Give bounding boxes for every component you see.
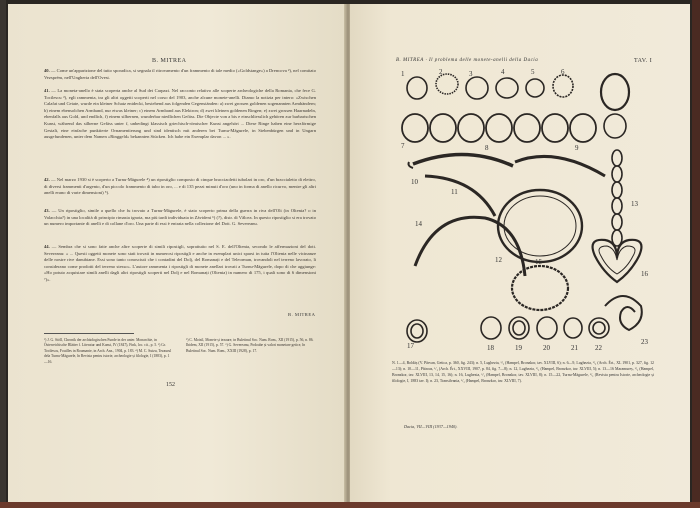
paragraph-number: 42. [44,177,50,182]
paragraph-42 [44,177,316,197]
ring-2 [436,74,458,94]
svg-text:1: 1 [401,70,405,78]
paragraph-text: — Sembra che si sono fatte anche altre scoperte di simili ripostigli, soprattutto nel S. E. dell'Oltenia, secondo le affermazioni del dott. Severeanu: « ... Questi oggetti monete sono stati trovati in numerosi ripostigli e anche in esemplari unici sparsi in tutta l'Oltenia nelle vicinanze delle nostre rive danubiane. Essi sono tanto conosciuti che i contadini del Dolj, del Romanați e del Teleorman, trovandoli nel terreno lavorato, li considerano come prodotti del terreno stesso». L'autore rammenta i ripostigli di monete anellari trovati a Turnu-Măgurele, dopo di che aggiunge: «Ho potuto acquistare simili anelli dagli altri ripostigli scoperti nel Dolj e nel Romanați (Oltenia) in numero di 175, i quali sono di 6 dimensioni ⁷)». [44,244,317,282]
ring-3 [466,77,488,99]
torque-bracelet-10 [413,154,513,166]
paragraph-text: — Un ripostiglio, simile a quello che fu trovato a Turnu-Măgurele, è stato scoperto prima della guerra in riva dell'Olt (in Oltenia? o in Valacchia?) in una località di principio rimasta ignota, ma più tardi individuata in Zăvideni ⁶) (?), distr. di Vâlcea. In questo ripostiglio si era trovato un numero importante di anelli e di collane d'oro. Una parte di essi è entrata nella collezione del Dott. G. Severeanu. [44,208,317,227]
paragraph-text: — Nel marzo 1930 si è scoperto a Turnu-Măgurele ⁴) un ripostiglio composto di cinque bracciaoletti tubolari in oro, d'un braccialetto di elettro, di diversi frammenti d'argento, d'un piccolo frammento di tubo in oro, ... e di 135 pezzi minuti d'oro (uno in forma di anello ricurvo, mentre gli altri anelli erano di varie dimensioni) ⁵). [44,177,316,196]
svg-text:22: 22 [595,344,602,352]
spiral-rings [407,317,609,342]
svg-text:19: 19 [515,344,522,352]
svg-text:14: 14 [415,220,422,228]
svg-text:20: 20 [543,344,550,352]
ring-6 [553,75,573,97]
svg-text:7: 7 [401,142,405,150]
svg-text:15: 15 [535,258,542,266]
svg-text:3: 3 [469,70,473,78]
svg-text:23: 23 [641,338,648,346]
ring-1 [407,77,427,99]
plate-caption: N. 1—4, Boldăș (V. Pârvan, Getica, p. 360, fig. 243); n. 5, Lughezia, ¹/₁ (Hampel, Bronzkor, tav. XLVIII, 6); n. 6—9, Lughezia, ¹/₁ (Arch. Ért., XL 1901, p. 327, fig. 12—13); n. 10—11, Pâtroas, ¹/₁ (Arch. Ért., XXVIII, 1907, p. 84, fig. 7—8); n. 12, Lughezia, ¹/₁ (Hampel, Bronzkor, tav. XLVIII, 5); n. 13—16 Maramureș, ¹/₁ (Hampel, Bronzkor, tav. XLVIII, 13, 14, 15, 16); n. 16, Lughezia, ¹/₁ (Hampel, Bronzkor, tav. XLVIII, 8); n. 15—22, Turnu-Măgurele, ¹/₁ (Revista pentru Istorie, archeologie și filologie, I, 1883 tav. I); n. 23, Transilvania, ¹/₁ (Hampel, Bronzkor, tav. XLVIII, 7). [392,361,654,384]
torque-bracelet-large [515,156,605,176]
svg-text:4: 4 [501,68,505,76]
page-number: 152 [166,382,175,388]
ring-15 [512,266,568,310]
svg-text:5: 5 [531,68,535,76]
ring-5 [526,79,544,97]
paragraph-number: 44. [44,244,50,249]
jewelry-plate-illustration [395,66,655,356]
heart-ring-cluster [605,296,642,330]
svg-text:6: 6 [561,68,565,76]
left-page-header: B. MITREA [152,58,187,64]
svg-text:17: 17 [407,342,414,350]
paragraph-number: 43. [44,208,50,213]
svg-text:8: 8 [485,144,489,152]
author-signature: B. MITREA [288,312,316,317]
footnote-rule [44,333,134,334]
svg-text:12: 12 [495,256,502,264]
open-bracelet-11 [425,176,495,216]
paragraph-text: — Come un'apparizione del tutto sporadica, si segnala il ritrovamento d'un frammento di tale medio («Goldstange») a Drencova ²), nel comitato Vezsprém, nell'Ungheria dell'Ovest. [44,68,316,80]
figure-number-labels [401,68,649,352]
svg-text:9: 9 [575,144,579,152]
plate-label: TAV. I [634,58,653,64]
svg-text:13: 13 [631,200,638,208]
background-left-edge [0,0,6,508]
paragraph-41 [44,88,316,141]
background-bottom-edge [0,502,700,508]
hanging-chain [612,150,622,246]
svg-text:21: 21 [571,344,578,352]
source-line: Dacia, VII—VIII (1937—1940). [404,424,458,429]
paragraph-number: 40. [44,68,50,73]
ring-right [604,114,626,138]
open-ring-14 [415,217,525,276]
paragraph-number: 41. [44,88,50,93]
chain-of-rings [402,114,596,142]
svg-text:16: 16 [641,270,648,278]
svg-text:2: 2 [439,68,443,76]
large-ring-12 [498,190,582,262]
paragraph-43 [44,208,316,228]
svg-text:10: 10 [411,178,418,186]
svg-text:18: 18 [487,344,494,352]
right-page-header: B. MITREA · Il problema delle monete-anelli della Dacia [396,58,539,63]
ring-7 [601,74,629,110]
svg-text:11: 11 [451,188,458,196]
ring-4 [496,78,518,98]
paragraph-44 [44,244,316,284]
footnotes-right-column: ⁵) C. Moisil, Monete și tezaure, in Buletinul Soc. Num. Rom., XII (1915), p. 56, n. 86. Ibidem, XII (1915), p. 57. ⁶) G. Severeanu, Podoabe și valori monetare getice, în Buletinul Soc. Num. Rom., XXIII (1928), p. 17. [186,338,314,353]
background-right-edge [692,0,700,508]
paragraph-40 [44,68,316,81]
footnotes-left-column: ²) J. G. Stöll, Chronik der archäologischen Funde in der unter. Monarchie, in Österreichische Blätter f. Literatur und Kunst, IV (1847), Fink, loc. cit., p. 5. ³) Gr. Tocilescu, Fouilles in Roumanie, in Arch. Anz., 1904, p. 183. ⁴) M. C. Sutzu, Tezaurul dela Turnu-Măgurele, în Revista pentru istorie, archeologie și filologie, I (1883), p. 1—16. [44,338,172,364]
paragraph-text: — La moneta-anello è stata scoperta anche al Sud dei Carpazi. Nel racconto relativo alle scoperte archeologiche della Romania, che fece G. Tocilescu ³), egli rammenta, tra gli altri oggetti scoperti nel corso del 1903, anche alcune monete-anelli. Diamo la notizia per intero: «Zwischen Calafat und Cetate, wurde ein kleiner Schatz entdeckt, bestehend aus folgenden Gegenständen: a) zwei grossen goldenen sogenannten Armbändern; b) einem ebensolchen Armband, nur etwas kleiner; c) einem Armband aus Elektron; d) zwei kleinen goldenen Ringen; e) zwei grossen Haarnadeln, ebenfalls aus Gold, und endlich, f) einem silbernen, wunderbar niedlichen Gefäss. Die Objecte von a bis e einschliesslich gehören zur barbarischen Kunst, während das silberne Gefäss unter f, unbedingt klassisch griechisch-römischer Kunst angehört ... Diese Ringe haben eine herzförmige Gestalt, eine einfache punktierte Ornamentierung und sind identisch mit anderen bei Turnu-Măgurele, in Siebenbürgen und in Ungarn ausgefundenen, unter dem Namen «Ringgeld» bekannten Stücken. Ich habe ein Exemplar davon ... ». [44,88,316,140]
